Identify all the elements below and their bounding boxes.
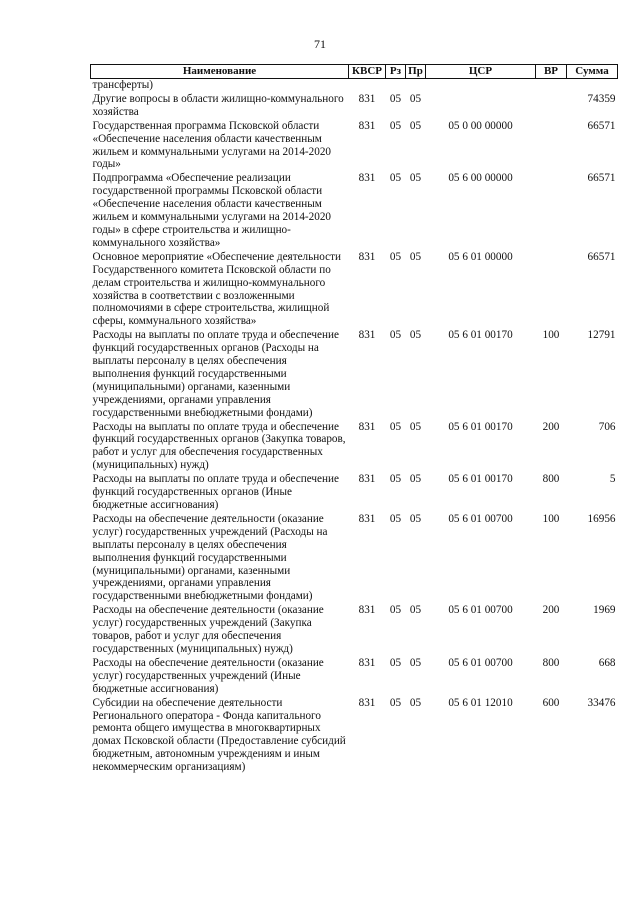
row-pr: 05 (409, 420, 422, 433)
row-rz: 05 (389, 696, 402, 709)
row-csr: 05 6 01 12010 (448, 696, 513, 709)
row-vr: 200 (542, 604, 560, 617)
table-header-row (91, 65, 618, 79)
row-pr: 05 (409, 696, 422, 709)
row-pr (406, 79, 426, 93)
table-row (91, 421, 618, 474)
row-sum: 1969 (593, 604, 616, 617)
table-body (91, 79, 618, 776)
row-csr: 05 6 01 00000 (448, 250, 513, 263)
row-sum: 33476 (587, 696, 616, 709)
row-name: Расходы на выплаты по оплате труда и обеспечение функций государственных органов (Расходы на выплаты персоналу в целях обеспечения выполнения функций государственными (муниципальными) органами, казенными учреждениями, органами управления государственными внебюджетными фондами) (92, 329, 339, 419)
row-rz: 05 (389, 172, 402, 185)
row-pr: 05 (409, 604, 422, 617)
header-sum: Сумма (567, 65, 618, 79)
row-csr (426, 79, 536, 93)
row-rz: 05 (389, 473, 402, 486)
row-pr: 05 (409, 473, 422, 486)
table-row (91, 79, 618, 93)
row-pr: 05 (409, 119, 422, 132)
header-vr: ВР (536, 65, 567, 79)
table-row (91, 251, 618, 329)
row-pr: 05 (409, 329, 422, 342)
row-name: Основное мероприятие «Обеспечение деятельности Государственного комитета Псковской области по делам строительства и жилищно-коммунального хозяйства в соответствии с возложенными полномочиями в сфере строительства, жилищной сферы, коммунального хозяйства» (92, 250, 341, 328)
row-kvsr: 831 (358, 512, 376, 525)
row-name: Расходы на обеспечение деятельности (оказание услуг) государственных учреждений (Закупка товаров, работ и услуг для обеспечения государственных (муниципальных) нужд) (92, 604, 324, 655)
table-row (91, 93, 618, 120)
row-csr: 05 6 01 00170 (448, 329, 513, 342)
row-vr (536, 172, 567, 250)
row-csr: 05 6 01 00700 (448, 512, 513, 525)
row-csr: 05 6 01 00170 (448, 473, 513, 486)
row-sum: 74359 (587, 92, 616, 105)
row-name: Государственная программа Псковской области «Обеспечение населения области качественным жильем и коммунальными услугами на 2014-2020 годы» (92, 119, 332, 171)
row-kvsr: 831 (358, 604, 376, 617)
page-number: 71 (314, 37, 326, 51)
row-rz: 05 (389, 604, 402, 617)
row-vr (536, 251, 567, 329)
table-row (91, 329, 618, 420)
row-vr: 100 (542, 329, 560, 342)
row-vr: 800 (542, 656, 560, 669)
row-sum: 706 (598, 420, 616, 433)
row-kvsr: 831 (358, 656, 376, 669)
table-row (91, 120, 618, 173)
row-sum: 66571 (587, 119, 616, 132)
row-rz: 05 (389, 656, 402, 669)
header-name: Наименование (91, 65, 349, 79)
row-rz: 05 (389, 420, 402, 433)
row-sum: 66571 (587, 172, 616, 185)
row-rz: 05 (389, 119, 402, 132)
row-kvsr: 831 (358, 250, 376, 263)
row-name: Расходы на обеспечение деятельности (оказание услуг) государственных учреждений (Расходы на выплаты персоналу в целях обеспечения выполнения функций государственными (муниципальными) органами, казенными учреждениями, органами управления государственными внебюджетными фондами) (92, 512, 328, 603)
row-name: Расходы на выплаты по оплате труда и обеспечение функций государственных органов (Закупка товаров, работ и услуг для обеспечения государственных (муниципальных) нужд) (92, 420, 346, 472)
row-name: Субсидии на обеспечение деятельности Регионального оператора - Фонда капитального ремонта общего имущества в многоквартирных домах Псковской области (Предоставление субсидий бюджетным, автономным учреждениям и иным некоммерческим организациям) (92, 696, 346, 774)
row-csr: 05 0 00 00000 (448, 119, 513, 132)
header-kvsr: КВСР (349, 65, 386, 79)
row-pr: 05 (409, 656, 422, 669)
row-pr: 05 (409, 172, 422, 185)
row-name: Другие вопросы в области жилищно-коммунального хозяйства (92, 92, 344, 118)
row-sum: 12791 (587, 329, 616, 342)
row-pr: 05 (409, 92, 422, 105)
row-rz: 05 (389, 329, 402, 342)
row-kvsr: 831 (358, 92, 376, 105)
row-kvsr: 831 (358, 119, 376, 132)
row-csr: 05 6 01 00700 (448, 656, 513, 669)
header-pr: Пр (406, 65, 426, 79)
row-sum: 668 (598, 656, 616, 669)
row-sum (567, 79, 618, 93)
row-csr: 05 6 01 00170 (448, 420, 513, 433)
table-row (91, 604, 618, 657)
row-pr: 05 (409, 250, 422, 263)
budget-table (90, 64, 618, 775)
row-csr: 05 6 00 00000 (448, 172, 513, 185)
row-rz: 05 (389, 250, 402, 263)
row-rz (386, 79, 406, 93)
table-row (91, 697, 618, 775)
row-name: Расходы на обеспечение деятельности (оказание услуг) государственных учреждений (Иные бюджетные ассигнования) (92, 656, 324, 695)
row-vr: 800 (542, 473, 560, 486)
row-kvsr: 831 (358, 420, 376, 433)
table-row (91, 172, 618, 250)
row-name: трансферты) (92, 79, 153, 91)
row-sum: 16956 (587, 512, 616, 525)
row-kvsr: 831 (358, 172, 376, 185)
row-rz: 05 (389, 512, 402, 525)
row-kvsr: 831 (358, 696, 376, 709)
table-row (91, 657, 618, 697)
row-vr (536, 120, 567, 173)
header-rz: Рз (386, 65, 406, 79)
table-row (91, 473, 618, 513)
row-csr: 05 6 01 00700 (448, 604, 513, 617)
row-vr: 100 (542, 512, 560, 525)
row-vr: 200 (542, 420, 560, 433)
row-sum: 5 (609, 473, 616, 486)
row-name: Подпрограмма «Обеспечение реализации государственной программы Псковской области «Обеспечение населения области качественным жильем и коммунальными услугами на 2014-2020 годы» в сфере строительства и жилищно-коммунального хозяйства» (92, 172, 332, 249)
table-row (91, 513, 618, 604)
row-vr (536, 93, 567, 120)
row-pr: 05 (409, 512, 422, 525)
row-kvsr: 831 (358, 329, 376, 342)
row-vr (536, 79, 567, 93)
row-kvsr: 831 (358, 473, 376, 486)
row-sum: 66571 (587, 250, 616, 263)
row-csr (426, 93, 536, 120)
row-rz: 05 (389, 92, 402, 105)
row-kvsr (349, 79, 386, 93)
header-csr: ЦСР (426, 65, 536, 79)
row-name: Расходы на выплаты по оплате труда и обеспечение функций государственных органов (Иные бюджетные ассигнования) (92, 473, 339, 511)
row-vr: 600 (542, 696, 560, 709)
